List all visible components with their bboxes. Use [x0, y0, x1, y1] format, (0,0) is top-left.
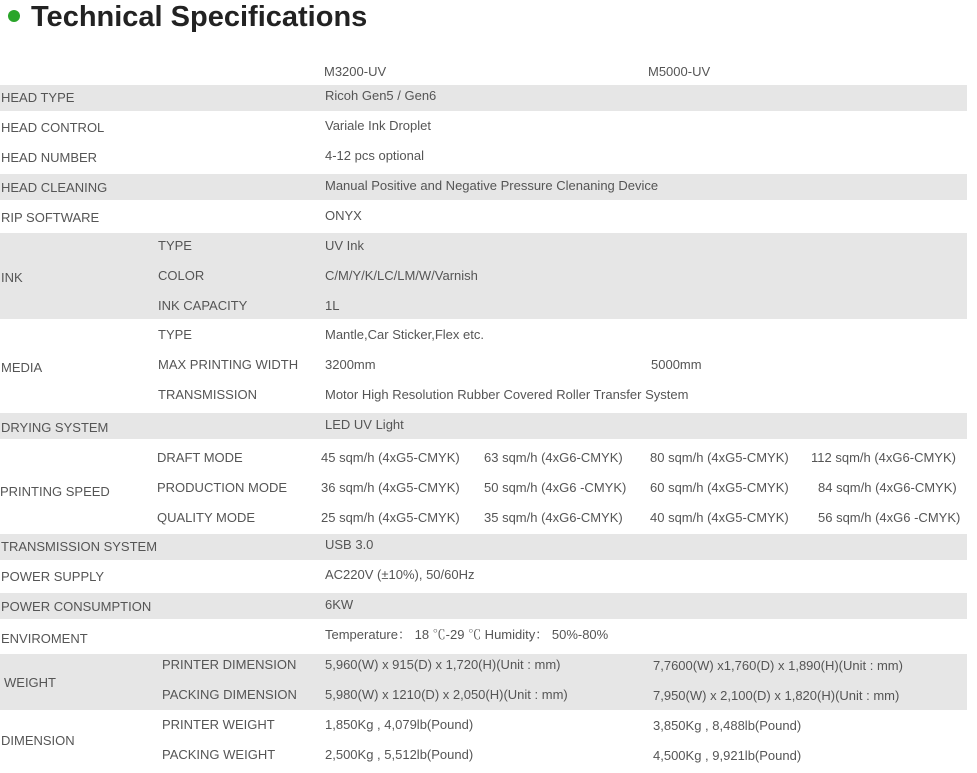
sub-value-ink-type: UV Ink — [325, 238, 365, 253]
sub-label-draft-mode: DRAFT MODE — [157, 450, 243, 465]
row-band — [0, 413, 967, 439]
row-value-power-supply: AC220V (±10%), 50/60Hz — [325, 567, 475, 582]
speed-value: 35 sqm/h (4xG6-CMYK) — [484, 510, 623, 525]
sub-value-packing-dimension-1: 5,980(W) x 1210(D) x 2,050(H)(Unit : mm) — [325, 687, 568, 702]
sub-value-printer-weight-2: 3,850Kg , 8,488lb(Pound) — [653, 718, 802, 733]
page-title-text: Technical Specifications — [31, 1, 368, 33]
row-value-rip-software: ONYX — [325, 208, 362, 223]
sub-value-printer-dimension-1: 5,960(W) x 915(D) x 1,720(H)(Unit : mm) — [325, 657, 561, 672]
sub-label-media-transmission: TRANSMISSION — [158, 387, 257, 402]
row-label-power-supply: POWER SUPPLY — [1, 569, 105, 584]
row-label-head-cleaning: HEAD CLEANING — [1, 180, 108, 195]
row-value-head-cleaning: Manual Positive and Negative Pressure Clenaning Device — [325, 178, 659, 193]
sub-value-packing-dimension-2: 7,950(W) x 2,100(D) x 1,820(H)(Unit : mm) — [653, 688, 900, 703]
sub-label-printer-weight: PRINTER WEIGHT — [162, 717, 275, 732]
page-title — [8, 0, 367, 34]
sub-value-ink-color: C/M/Y/K/LC/LM/W/Varnish — [325, 268, 478, 283]
sub-label-packing-weight: PACKING WEIGHT — [162, 747, 276, 762]
row-label-rip-software: RIP SOFTWARE — [1, 210, 100, 225]
row-label-environment: ENVIROMENT — [1, 631, 88, 646]
column-header-model1: M3200-UV — [324, 64, 387, 79]
row-value-environment: Temperature： 18 ℃-29 ℃ Humidity： 50%-80% — [325, 627, 609, 642]
speed-value: 56 sqm/h (4xG6 -CMYK) — [818, 510, 961, 525]
speed-value: 112 sqm/h (4xG6-CMYK) — [811, 450, 956, 465]
speed-value: 50 sqm/h (4xG6 -CMYK) — [484, 480, 627, 495]
row-label-transmission-system: TRANSMISSION SYSTEM — [1, 539, 158, 554]
bullet-icon — [8, 10, 20, 22]
row-band — [0, 85, 967, 111]
row-label-head-type: HEAD TYPE — [1, 90, 75, 105]
row-label-head-number: HEAD NUMBER — [1, 150, 98, 165]
row-value-drying-system: LED UV Light — [325, 417, 404, 432]
row-label-weight: WEIGHT — [4, 675, 56, 690]
row-label-ink: INK — [1, 270, 23, 285]
sub-value-ink-capacity: 1L — [325, 298, 340, 313]
sub-label-packing-dimension: PACKING DIMENSION — [162, 687, 297, 702]
sub-label-printer-dimension: PRINTER DIMENSION — [162, 657, 297, 672]
speed-value: 80 sqm/h (4xG5-CMYK) — [650, 450, 789, 465]
row-label-dimension: DIMENSION — [1, 733, 75, 748]
sub-label-ink-capacity: INK CAPACITY — [158, 298, 248, 313]
row-value-head-type: Ricoh Gen5 / Gen6 — [325, 88, 437, 103]
sub-label-quality-mode: QUALITY MODE — [157, 510, 256, 525]
sub-value-packing-weight-2: 4,500Kg , 9,921lb(Pound) — [653, 748, 802, 763]
sub-value-media-type: Mantle,Car Sticker,Flex etc. — [325, 327, 484, 342]
row-label-media: MEDIA — [1, 360, 43, 375]
row-value-power-consumption: 6KW — [325, 597, 354, 612]
sub-label-ink-type: TYPE — [158, 238, 192, 253]
sub-value-packing-weight-1: 2,500Kg , 5,512lb(Pound) — [325, 747, 474, 762]
sub-value-media-transmission: Motor High Resolution Rubber Covered Roller Transfer System — [325, 387, 689, 402]
column-header-model2: M5000-UV — [648, 64, 711, 79]
speed-value: 25 sqm/h (4xG5-CMYK) — [321, 510, 460, 525]
sub-label-production-mode: PRODUCTION MODE — [157, 480, 287, 495]
sub-value-max-printing-width-1: 3200mm — [325, 357, 376, 372]
sub-value-printer-dimension-2: 7,7600(W) x1,760(D) x 1,890(H)(Unit : mm) — [653, 658, 903, 673]
row-label-power-consumption: POWER CONSUMPTION — [1, 599, 152, 614]
sub-label-ink-color: COLOR — [158, 268, 205, 283]
row-label-printing-speed: PRINTING SPEED — [0, 484, 110, 499]
row-value-head-control: Variale Ink Droplet — [325, 118, 431, 133]
speed-value: 60 sqm/h (4xG5-CMYK) — [650, 480, 789, 495]
sub-value-printer-weight-1: 1,850Kg , 4,079lb(Pound) — [325, 717, 474, 732]
row-value-transmission-system: USB 3.0 — [325, 537, 374, 552]
row-label-head-control: HEAD CONTROL — [1, 120, 105, 135]
row-band — [0, 233, 967, 319]
speed-value: 63 sqm/h (4xG6-CMYK) — [484, 450, 623, 465]
speed-value: 40 sqm/h (4xG5-CMYK) — [650, 510, 789, 525]
speed-value: 36 sqm/h (4xG5-CMYK) — [321, 480, 460, 495]
speed-value: 45 sqm/h (4xG5-CMYK) — [321, 450, 460, 465]
speed-value: 84 sqm/h (4xG6-CMYK) — [818, 480, 957, 495]
row-value-head-number: 4-12 pcs optional — [325, 148, 425, 163]
sub-value-max-printing-width-2: 5000mm — [651, 357, 702, 372]
row-label-drying-system: DRYING SYSTEM — [1, 420, 109, 435]
sub-label-media-type: TYPE — [158, 327, 192, 342]
sub-label-max-printing-width: MAX PRINTING WIDTH — [158, 357, 299, 372]
